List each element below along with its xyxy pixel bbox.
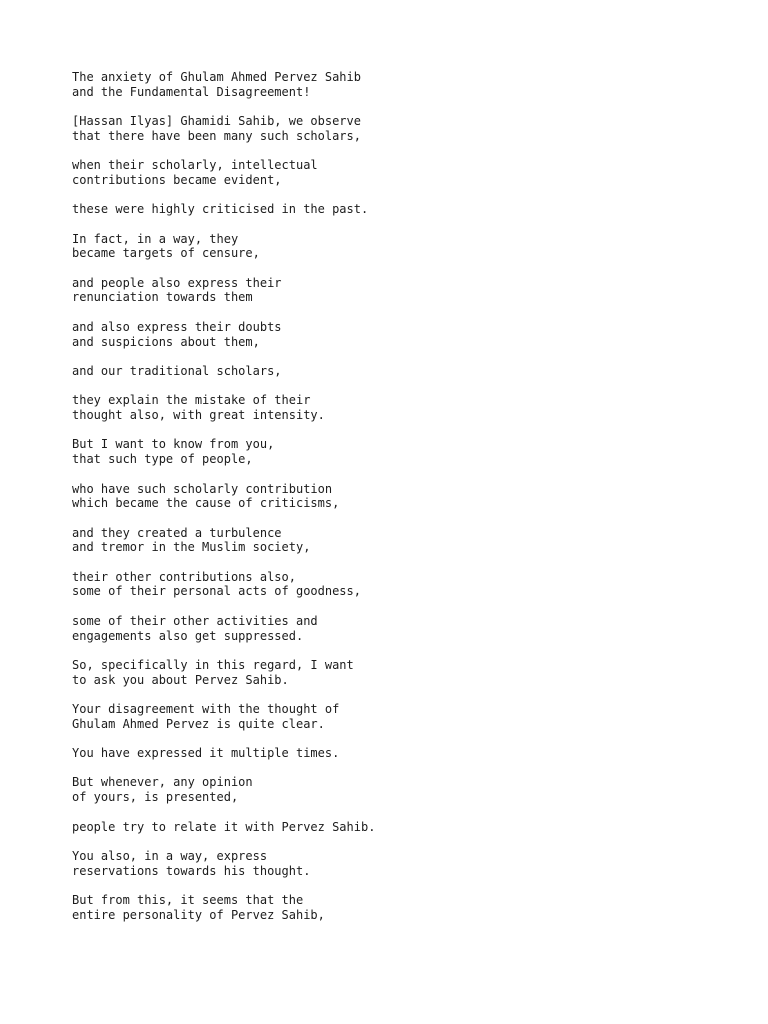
- text-line: these were highly criticised in the past.: [72, 202, 369, 217]
- text-line: But I want to know from you,: [72, 437, 275, 452]
- text-line: that such type of people,: [72, 452, 253, 467]
- document-page: [72, 70, 712, 937]
- paragraph: [72, 276, 712, 305]
- text-line: Ghulam Ahmed Pervez is quite clear.: [72, 716, 325, 731]
- text-line: people try to relate it with Pervez Sahib.: [72, 819, 376, 834]
- text-line: their other contributions also,: [72, 569, 296, 584]
- paragraph: [72, 158, 712, 187]
- text-line: and our traditional scholars,: [72, 363, 282, 378]
- text-line: So, specifically in this regard, I want: [72, 657, 354, 672]
- paragraph: [72, 614, 712, 643]
- text-line: contributions became evident,: [72, 172, 282, 187]
- paragraph: [72, 393, 712, 422]
- paragraph: [72, 114, 712, 143]
- text-line: and also express their doubts: [72, 319, 282, 334]
- paragraph: [72, 702, 712, 731]
- text-line: and suspicions about them,: [72, 334, 260, 349]
- text-line: You also, in a way, express: [72, 848, 268, 863]
- text-line: reservations towards his thought.: [72, 863, 311, 878]
- paragraph: [72, 775, 712, 804]
- text-line: But whenever, any opinion: [72, 775, 253, 790]
- text-line: of yours, is presented,: [72, 790, 239, 805]
- text-line: entire personality of Pervez Sahib,: [72, 907, 325, 922]
- text-line: some of their personal acts of goodness,: [72, 584, 361, 599]
- title-paragraph: [72, 70, 712, 99]
- paragraph: [72, 437, 712, 466]
- text-line: and tremor in the Muslim society,: [72, 540, 311, 555]
- text-line: You have expressed it multiple times.: [72, 746, 340, 761]
- text-line: But from this, it seems that the: [72, 893, 304, 908]
- text-line: and people also express their: [72, 275, 282, 290]
- text-line: that there have been many such scholars,: [72, 128, 361, 143]
- text-line: [Hassan Ilyas] Ghamidi Sahib, we observe: [72, 114, 361, 129]
- text-line: engagements also get suppressed.: [72, 628, 304, 643]
- text-line: thought also, with great intensity.: [72, 408, 325, 423]
- paragraph: [72, 202, 712, 217]
- paragraph: [72, 232, 712, 261]
- paragraph: [72, 849, 712, 878]
- text-line: to ask you about Pervez Sahib.: [72, 672, 289, 687]
- paragraph: [72, 364, 712, 379]
- text-line: Your disagreement with the thought of: [72, 702, 340, 716]
- paragraph: [72, 526, 712, 555]
- text-line: renunciation towards them: [72, 290, 253, 305]
- paragraph: [72, 746, 712, 761]
- text-line: and they created a turbulence: [72, 525, 282, 540]
- text-line: which became the cause of criticisms,: [72, 496, 340, 511]
- paragraph: [72, 570, 712, 599]
- text-line: In fact, in a way, they: [72, 231, 239, 246]
- paragraph: [72, 893, 712, 922]
- text-line: they explain the mistake of their: [72, 393, 311, 408]
- text-line: when their scholarly, intellectual: [72, 158, 318, 173]
- text-line: The anxiety of Ghulam Ahmed Pervez Sahib: [72, 70, 361, 84]
- paragraph: [72, 482, 712, 511]
- text-line: some of their other activities and: [72, 613, 318, 628]
- paragraph: [72, 658, 712, 687]
- text-line: became targets of censure,: [72, 246, 260, 261]
- text-line: who have such scholarly contribution: [72, 481, 333, 496]
- paragraph: [72, 320, 712, 349]
- paragraph: [72, 820, 712, 835]
- text-line: and the Fundamental Disagreement!: [72, 84, 311, 99]
